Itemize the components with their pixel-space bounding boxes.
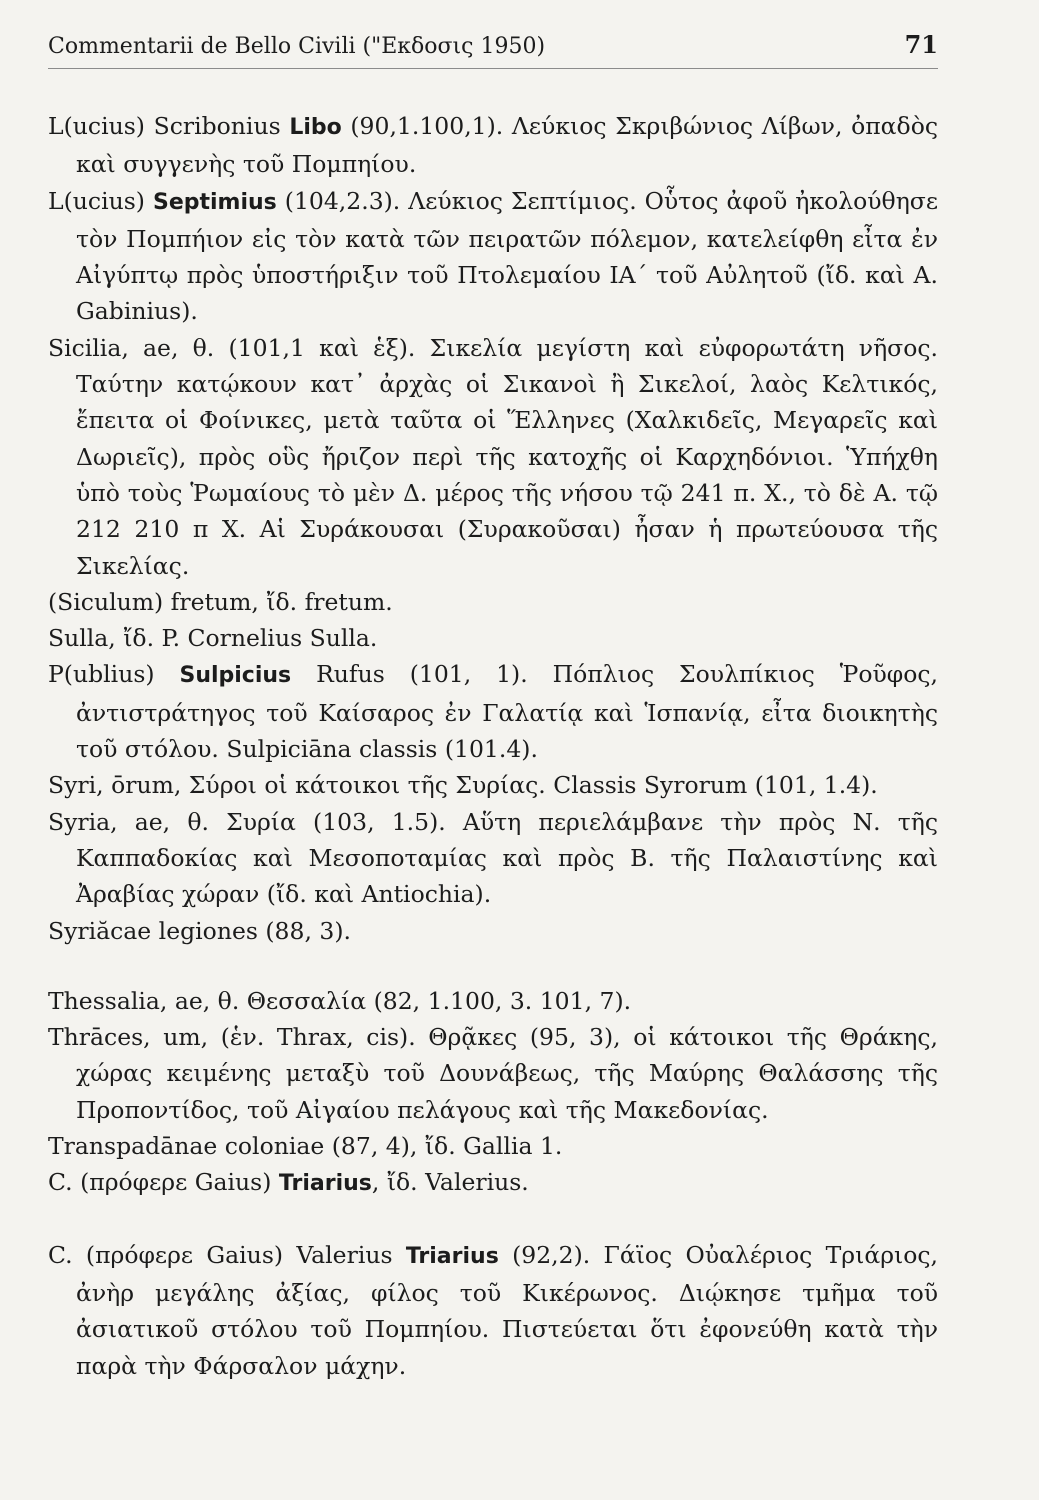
glossary-entry [48,1237,938,1384]
entry-text: L(ucius) Scribonius [48,112,290,140]
entry-text: P(ublius) [48,660,180,689]
entry-text: (Siculum) fretum, ἴδ. fretum. [48,587,393,616]
running-title: Commentarii de Bello Civili ("Εκδοσις 1950) [48,34,546,59]
entry-text: , ἴδ. Valerius. [371,1168,529,1197]
glossary-entries [48,108,938,1384]
glossary-entry [48,1128,938,1164]
glossary-entry [48,1164,938,1202]
glossary-entry [48,330,938,584]
entry-headword: Triarius [405,1243,499,1269]
section-gap [48,949,938,983]
entry-group [48,983,938,1203]
entry-text: Rufus (101, 1). Πόπλιος Σουλπίκιος Ῥοῦφος, ἀντιστράτηγος τοῦ Καίσαρος ἐν Γαλατίᾳ καὶ Ἱσπανίᾳ, εἶτα διοικητὴς τοῦ στόλου. Sulpiciāna classis (101.4). [76,660,938,764]
entry-text: C. (πρόφερε Gaius) Valerius [48,1240,406,1269]
entry-group [48,108,938,949]
glossary-entry [48,804,938,913]
entry-text: Transpadānae coloniae (87, 4), ἴδ. Gallia 1. [48,1132,563,1161]
entry-text: Thrāces, um, (ἑν. Thrax, cis). Θρᾷκες (95, 3), οἱ κάτοικοι τῆς Θράκης, χώρας κειμένης μεταξὺ τοῦ Δουνάβεως, τῆς Μαύρης Θαλάσσης τῆς Προποντίδος, τοῦ Αἰγαίου πελάγους καὶ τῆς Μακεδονίας. [48,1023,938,1124]
glossary-entry [48,913,938,949]
glossary-entry [48,656,938,767]
entry-text: Sulla, ἴδ. P. Cornelius Sulla. [48,624,378,653]
glossary-entry [48,767,938,803]
glossary-entry [48,584,938,620]
entry-group [48,1237,938,1384]
section-gap [48,1203,938,1237]
glossary-entry [48,183,938,330]
entry-text: Syri, ōrum, Σύροι οἱ κάτοικοι τῆς Συρίας. Classis Syrorum (101, 1.4). [48,771,878,800]
page-number: 71 [904,30,938,59]
entry-text: (92,2). Γάϊος Οὐαλέριος Τριάριος, ἀνὴρ μεγάλης ἀξίας, φίλος τοῦ Κικέρωνος. Διῴκησε τμῆμα τοῦ ἀσιατικοῦ στόλου τοῦ Πομπηίου. Πιστεύεται ὅτι ἐφονεύθη κατὰ τὴν παρὰ τὴν Φάρσαλον μάχην. [76,1240,939,1380]
glossary-entry [48,108,938,183]
entry-text: (104,2.3). Λεύκιος Σεπτίμιος. Οὗτος ἀφοῦ ἠκολούθησε τὸν Πομπήιον εἰς τὸν κατὰ τῶν πειρατῶν πόλεμον, κατελείφθη εἶτα ἐν Αἰγύπτῳ πρὸς ὑποστήριξιν τοῦ Πτολεμαίου ΙΑ΄ τοῦ Αὐλητοῦ (ἴδ. καὶ A. Gabinius). [76,186,938,326]
entry-text: (90,1.100,1). Λεύκιος Σκριβώνιος Λίβων, ὀπαδὸς καὶ συγγενὴς τοῦ Πομπηίου. [76,112,939,179]
glossary-entry [48,983,938,1019]
entry-headword: Triarius [278,1171,372,1197]
entry-headword: Sulpicius [179,663,292,689]
entry-headword: Septimius [152,189,277,215]
entry-text: Syriăcae legiones (88, 3). [48,916,351,945]
glossary-entry [48,620,938,656]
entry-headword: Libo [289,115,342,140]
entry-text: Sicilia, ae, θ. (101,1 καὶ ἑξ). Σικελία μεγίστη καὶ εὐφορωτάτη νῆσος. Ταύτην κατῴκουν κατ᾽ ἀρχὰς οἱ Σικανοὶ ἢ Σικελοί, λαὸς Κελτικός, ἔπειτα οἱ Φοίνικες, μετὰ ταῦτα οἱ Ἕλληνες (Χαλκιδεῖς, Μεγαρεῖς καὶ Δωριεῖς), πρὸς οὓς ἤριζον περὶ τῆς κατοχῆς οἱ Καρχηδόνιοι. Ὑπήχθη ὑπὸ τοὺς Ῥωμαίους τὸ μὲν Δ. μέρος τῆς νήσου τῷ 241 π. Χ., τὸ δὲ Α. τῷ 212 210 π Χ. Αἱ Συράκουσαι (Συρακοῦσαι) ἦσαν ἡ πρωτεύουσα τῆς Σικελίας. [48,333,938,580]
entry-text: C. (πρόφερε Gaius) [48,1168,279,1197]
entry-text: L(ucius) [48,186,153,215]
entry-text: Syria, ae, θ. Συρία (103, 1.5). Αὕτη περιελάμβανε τὴν πρὸς Ν. τῆς Καππαδοκίας καὶ Μεσοποταμίας καὶ πρὸς Β. τῆς Παλαιστίνης καὶ Ἀραβίας χώραν (ἴδ. καὶ Antiochia). [48,807,938,909]
entry-text: Thessalia, ae, θ. Θεσσαλία (82, 1.100, 3. 101, 7). [48,986,632,1015]
glossary-entry [48,1019,938,1128]
running-header [48,30,938,59]
header-rule [48,68,938,69]
